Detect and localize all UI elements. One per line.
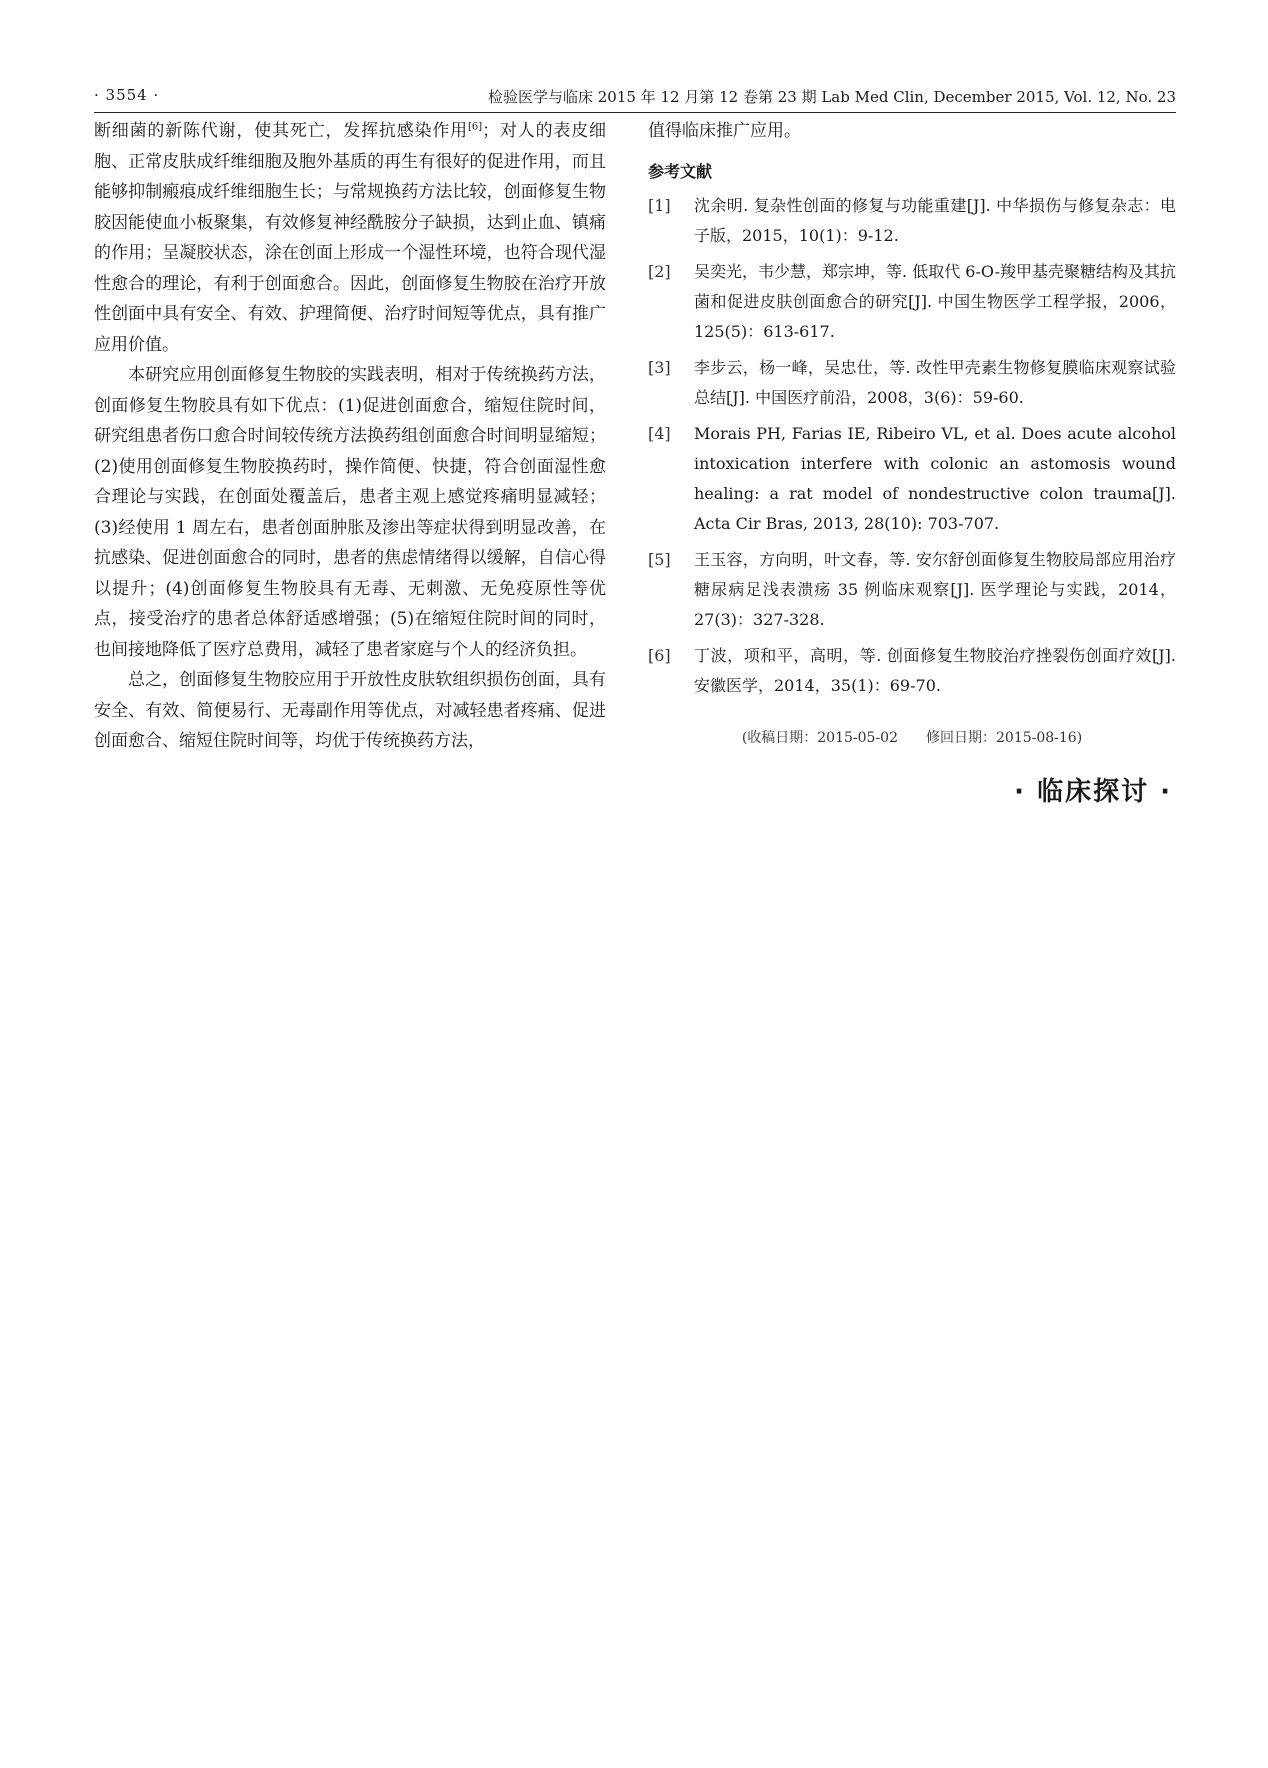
paragraph-continuation: 值得临床推广应用。 — [648, 121, 801, 141]
received-date: (收稿日期：2015-05-02 — [741, 729, 898, 746]
right-column — [648, 116, 1176, 808]
revised-date: 修回日期：2015-08-16) — [926, 729, 1083, 746]
paragraph-1 — [94, 116, 606, 360]
reference-text: 吴奕光，韦少慧，郑宗坤，等. 低取代 6-O-羧甲基壳聚糖结构及其抗菌和促进皮肤创面愈合的研究[J]. 中国生物医学工程学报，2006，125(5)：613-617. — [694, 261, 1176, 341]
left-column — [94, 116, 606, 757]
reference-item — [648, 257, 1176, 347]
reference-text: Morais PH, Farias IE, Ribeiro VL, et al. Does acute alcohol intoxication interfere with colonic an astomosis wound healing: a rat model of nondestructive colon trauma[J]. Acta Cir Bras, 2013, 28(10): 703-707. — [694, 423, 1176, 533]
reference-number: [6] — [648, 645, 671, 665]
citation-marker: [6] — [467, 121, 483, 133]
paragraph-3: 总之，创面修复生物胶应用于开放性皮肤软组织损伤创面，具有安全、有效、简便易行、无毒副作用等优点，对减轻患者疼痛、促进创面愈合、缩短住院时间等，均优于传统换药方法， — [94, 670, 606, 751]
reference-number: [1] — [648, 195, 671, 215]
article-dates — [648, 723, 1176, 754]
reference-number: [5] — [648, 549, 671, 569]
paragraph-1-part-a: 断细菌的新陈代谢，使其死亡，发挥抗感染作用 — [94, 121, 468, 141]
reference-text: 沈余明. 复杂性创面的修复与功能重建[J]. 中华损伤与修复杂志：电子版，2015，10(1)：9-12. — [694, 195, 1176, 245]
reference-number: [4] — [648, 423, 671, 443]
reference-number: [2] — [648, 261, 671, 281]
reference-text: 王玉容，方向明，叶文春，等. 安尔舒创面修复生物胶局部应用治疗糖尿病足浅表溃疡 35 例临床观察[J]. 医学理论与实践，2014，27(3)：327-328. — [694, 549, 1176, 629]
running-header — [94, 82, 1176, 113]
reference-item — [648, 353, 1176, 413]
reference-item — [648, 419, 1176, 539]
paragraph-1-part-b: ；对人的表皮细胞、正常皮肤成纤维细胞及胞外基质的再生有很好的促进作用，而且能够抑制瘢痕成纤维细胞生长；与常规换药方法比较，创面修复生物胶因能使血小板聚集，有效修复神经酰胺分子缺损，达到止血、镇痛的作用；呈凝胶状态，涂在创面上形成一个湿性环境，也符合现代湿性愈合的理论，有利于创面愈合。因此，创面修复生物胶在治疗开放性创面中具有安全、有效、护理简便、治疗时间短等优点，具有推广应用价值。 — [94, 121, 607, 355]
references-heading: 参考文献 — [648, 161, 713, 181]
section-tag: · 临床探讨 · — [1014, 777, 1172, 807]
paragraph-2: 本研究应用创面修复生物胶的实践表明，相对于传统换药方法，创面修复生物胶具有如下优点：(1)促进创面愈合，缩短住院时间，研究组患者伤口愈合时间较传统方法换药组创面愈合时间明显缩短；(2)使用创面修复生物胶换药时，操作简便、快捷，符合创面湿性愈合理论与实践，在创面处覆盖后，患者主观上感觉疼痛明显减轻；(3)经使用 1 周左右，患者创面肿胀及渗出等症状得到明显改善，在抗感染、促进创面愈合的同时，患者的焦虑情绪得以缓解，自信心得以提升；(4)创面修复生物胶具有无毒、无刺激、无免疫原性等优点，接受治疗的患者总体舒适感增强；(5)在缩短住院时间的同时，也间接地降低了医疗总费用，减轻了患者家庭与个人的经济负担。 — [94, 365, 606, 660]
page-number: · 3554 · — [94, 86, 160, 104]
reference-item — [648, 545, 1176, 635]
reference-item — [648, 641, 1176, 701]
reference-number: [3] — [648, 357, 671, 377]
reference-text: 丁波，项和平，高明，等. 创面修复生物胶治疗挫裂伤创面疗效[J]. 安徽医学，2014，35(1)：69-70. — [694, 645, 1176, 695]
reference-item — [648, 191, 1176, 251]
reference-text: 李步云，杨一峰，吴忠仕，等. 改性甲壳素生物修复膜临床观察试验总结[J]. 中国医疗前沿，2008，3(6)：59-60. — [694, 357, 1176, 407]
journal-info: 检验医学与临床 2015 年 12 月第 12 卷第 23 期 Lab Med Clin, December 2015, Vol. 12, No. 23 — [488, 88, 1176, 106]
